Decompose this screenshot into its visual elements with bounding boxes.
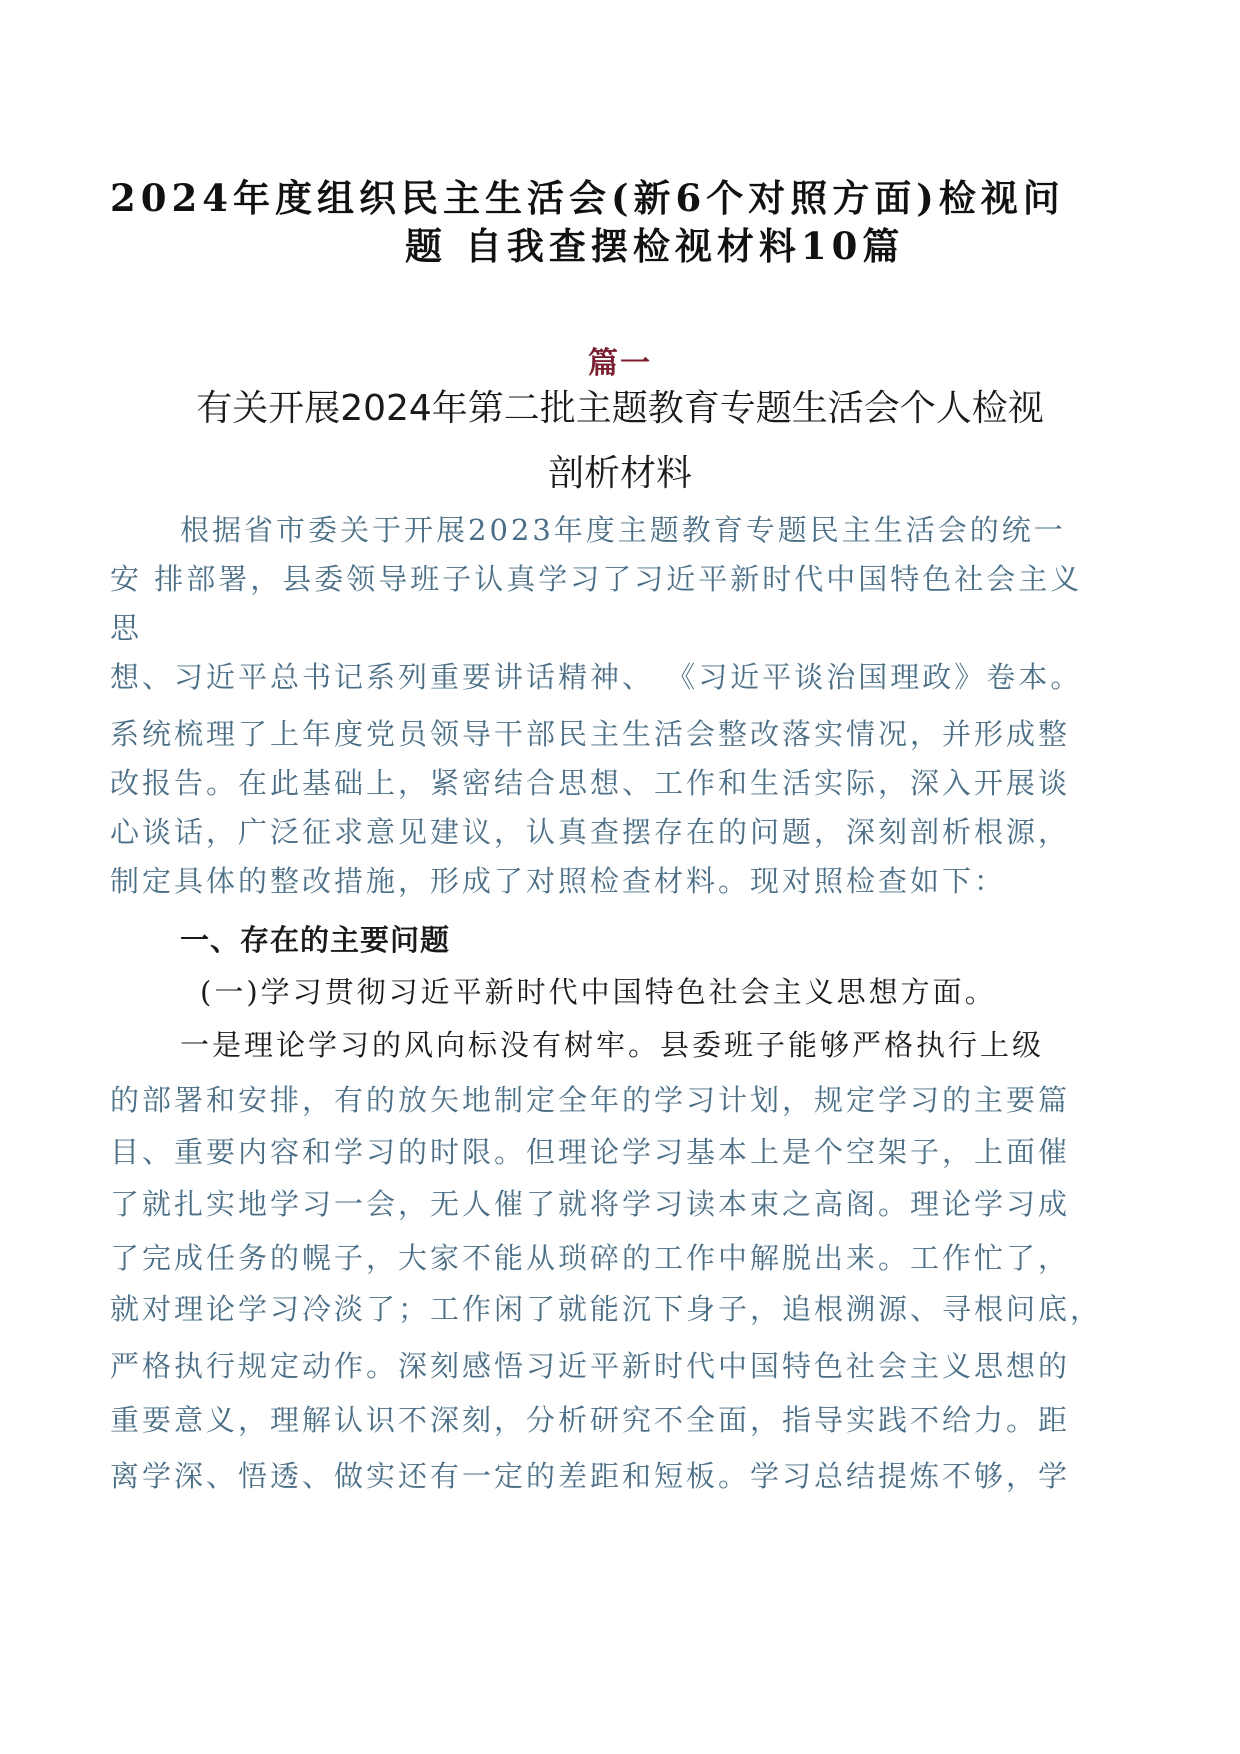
body-line: 目、重要内容和学习的时限。但理论学习基本上是个空架子，上面催 bbox=[110, 1135, 1071, 1169]
subtitle-line-2: 剖析材料 bbox=[547, 453, 692, 494]
section-heading: 一、存在的主要问题 bbox=[180, 923, 451, 957]
body-line: 的部署和安排，有的放矢地制定全年的学习计划，规定学习的主要篇 bbox=[110, 1083, 1071, 1117]
paragraph-line: 系统梳理了上年度党员领导干部民主生活会整改落实情况，并形成整 bbox=[110, 717, 1071, 751]
paragraph-line: 改报告。在此基础上，紧密结合思想、工作和生活实际，深入开展谈 bbox=[110, 766, 1071, 800]
body-line: 重要意义，理解认识不深刻，分析研究不全面，指导实践不给力。距 bbox=[110, 1403, 1071, 1437]
body-line: 了完成任务的幌子，大家不能从琐碎的工作中解脱出来。工作忙了， bbox=[110, 1241, 1071, 1275]
body-line: 就对理论学习冷淡了；工作闲了就能沉下身子，追根溯源、寻根问底， bbox=[110, 1292, 1103, 1326]
subsection-heading: (一)学习贯彻习近平新时代中国特色社会主义思想方面。 bbox=[200, 975, 997, 1009]
body-line: 离学深、悟透、做实还有一定的差距和短板。学习总结提炼不够，学 bbox=[110, 1459, 1071, 1493]
paragraph-line: 想、习近平总书记系列重要讲话精神、 《习近平谈治国理政》卷本。 bbox=[110, 660, 1083, 694]
paragraph-line: 安 排部署，县委领导班子认真学习了习近平新时代中国特色社会主义 bbox=[110, 562, 1083, 596]
document-title-line-1: 2024年度组织民主生活会(新6个对照方面)检视问 bbox=[110, 176, 1065, 220]
body-line: 一是理论学习的风向标没有树牢。县委班子能够严格执行上级 bbox=[180, 1028, 1045, 1062]
part-label: 篇一 bbox=[588, 346, 652, 381]
paragraph-line: 心谈话，广泛征求意见建议，认真查摆存在的问题，深刻剖析根源， bbox=[110, 815, 1071, 849]
paragraph-line: 制定具体的整改措施，形成了对照检查材料。现对照检查如下： bbox=[110, 864, 1007, 898]
body-line: 了就扎实地学习一会，无人催了就将学习读本束之高阁。理论学习成 bbox=[110, 1187, 1071, 1221]
paragraph-line: 根据省市委关于开展2023年度主题教育专题民主生活会的统一 bbox=[180, 513, 1066, 547]
subtitle-line-1: 有关开展2024年第二批主题教育专题生活会个人检视 bbox=[196, 388, 1044, 429]
document-title-line-2: 题 自我查摆检视材料10篇 bbox=[405, 224, 905, 268]
paragraph-line: 思 bbox=[110, 611, 143, 645]
body-line: 严格执行规定动作。深刻感悟习近平新时代中国特色社会主义思想的 bbox=[110, 1349, 1071, 1383]
